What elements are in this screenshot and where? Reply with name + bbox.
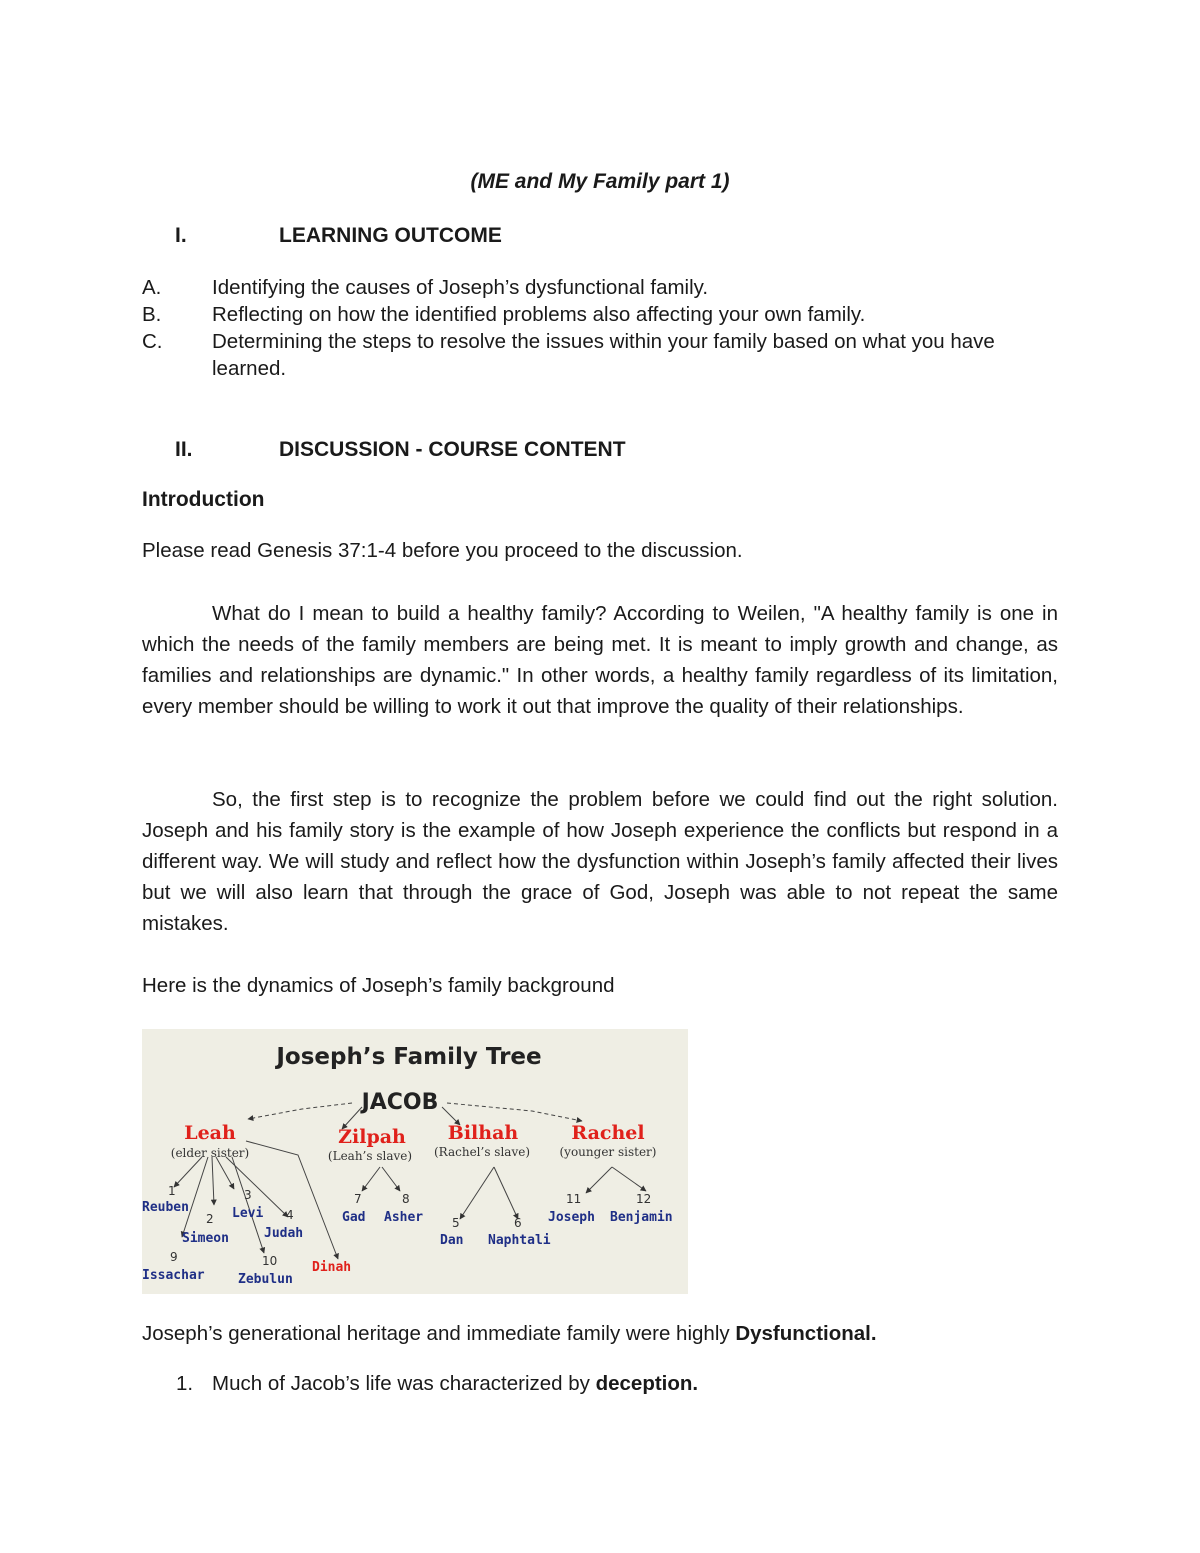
healthy-family-paragraph (142, 598, 1058, 722)
wife-note: (Leah’s slave) (327, 1149, 413, 1163)
wife-note: (elder sister) (170, 1146, 250, 1160)
child-name: Zebulun (238, 1272, 293, 1287)
recognize-problem-paragraph (142, 784, 1058, 939)
child-name: Dan (440, 1233, 464, 1248)
child-name: Joseph (548, 1210, 595, 1225)
section-heading: DISCUSSION - COURSE CONTENT (279, 438, 626, 461)
child-name: Issachar (142, 1268, 205, 1283)
child-number: 2 (206, 1212, 214, 1226)
dysfunction-summary (142, 1322, 877, 1346)
section-heading: LEARNING OUTCOME (279, 224, 502, 247)
outcome-text: Identifying the causes of Joseph’s dysfunctional family. (212, 276, 709, 299)
child-name: Simeon (182, 1231, 229, 1246)
wife-name: Zilpah (338, 1126, 406, 1148)
section-number: II. (175, 438, 193, 461)
child-number: 10 (262, 1254, 278, 1268)
child-name: Judah (264, 1226, 304, 1241)
outcome-marker: C. (142, 330, 163, 353)
outcome-text: Determining the steps to resolve the issues within your family based on what you have learned. (212, 330, 995, 380)
tree-title: Joseph’s Family Tree (276, 1044, 542, 1070)
section-number: I. (175, 224, 187, 247)
child-name: Levi (232, 1206, 264, 1221)
wife-name: Bilhah (447, 1122, 519, 1144)
child-number: 12 (636, 1192, 652, 1206)
wife-name: Rachel (571, 1122, 645, 1144)
child-name: Naphtali (488, 1233, 551, 1248)
child-number: 3 (244, 1188, 252, 1202)
family-tree-diagram (142, 1029, 688, 1294)
section-learning-outcome (175, 224, 875, 252)
wife-name: Leah (184, 1122, 236, 1144)
child-number: 9 (170, 1250, 178, 1264)
child-name: Gad (342, 1210, 366, 1225)
introduction-heading: Introduction (142, 488, 265, 511)
point-marker: 1. (176, 1372, 194, 1395)
family-tree-image (142, 1029, 688, 1294)
point-text: Much of Jacob’s life was characterized by (212, 1372, 596, 1395)
child-number: 8 (402, 1192, 410, 1206)
reading-instruction: Please read Genesis 37:1-4 before you proceed to the discussion. (142, 539, 743, 562)
child-number: 5 (452, 1216, 460, 1230)
outcome-item (142, 274, 1062, 301)
child-name: Asher (384, 1210, 424, 1225)
outcome-item (142, 328, 1062, 382)
outcome-marker: A. (142, 276, 162, 299)
child-name: Reuben (142, 1200, 189, 1215)
outcome-text: Reflecting on how the identified problems also affecting your own family. (212, 303, 866, 326)
wife-note: (Rachel’s slave) (433, 1145, 531, 1159)
outcome-item (142, 301, 1062, 328)
document-title: (ME and My Family part 1) (470, 170, 730, 193)
family-background-lead: Here is the dynamics of Joseph’s family background (142, 974, 615, 997)
section-discussion (175, 438, 875, 466)
child-name: Benjamin (610, 1210, 673, 1225)
tree-root: JACOB (361, 1090, 439, 1115)
numbered-point (176, 1372, 698, 1396)
paragraph-text: What do I mean to build a healthy family? According to Weilen, "A healthy family is one in which the needs of the family members are being met. It is meant to imply growth and change, as families and relationships are dynamic." In other words, a healthy family regardless of its limitation, every member should be willing to work it out that improve the quality of their relationships. (142, 602, 1058, 718)
child-number: 7 (354, 1192, 362, 1206)
outcome-marker: B. (142, 303, 162, 326)
child-number: 4 (286, 1208, 294, 1222)
summary-emphasis: Dysfunctional. (735, 1322, 877, 1345)
child-number: 1 (168, 1184, 176, 1198)
child-name-dinah: Dinah (312, 1260, 352, 1275)
point-emphasis: deception. (595, 1372, 699, 1395)
child-number: 6 (514, 1216, 522, 1230)
paragraph-text: So, the first step is to recognize the problem before we could find out the right solution. Joseph and his family story is the example of how Joseph experience the conflicts but respond in a different way. We will study and reflect how the dysfunction within Joseph’s family affected their lives but we will also learn that through the grace of God, Joseph was able to not repeat the same mistakes. (142, 788, 1058, 935)
learning-outcomes-list (142, 274, 1062, 382)
wife-note: (younger sister) (559, 1145, 657, 1159)
summary-text: Joseph’s generational heritage and immediate family were highly (142, 1322, 736, 1345)
child-number: 11 (566, 1192, 582, 1206)
